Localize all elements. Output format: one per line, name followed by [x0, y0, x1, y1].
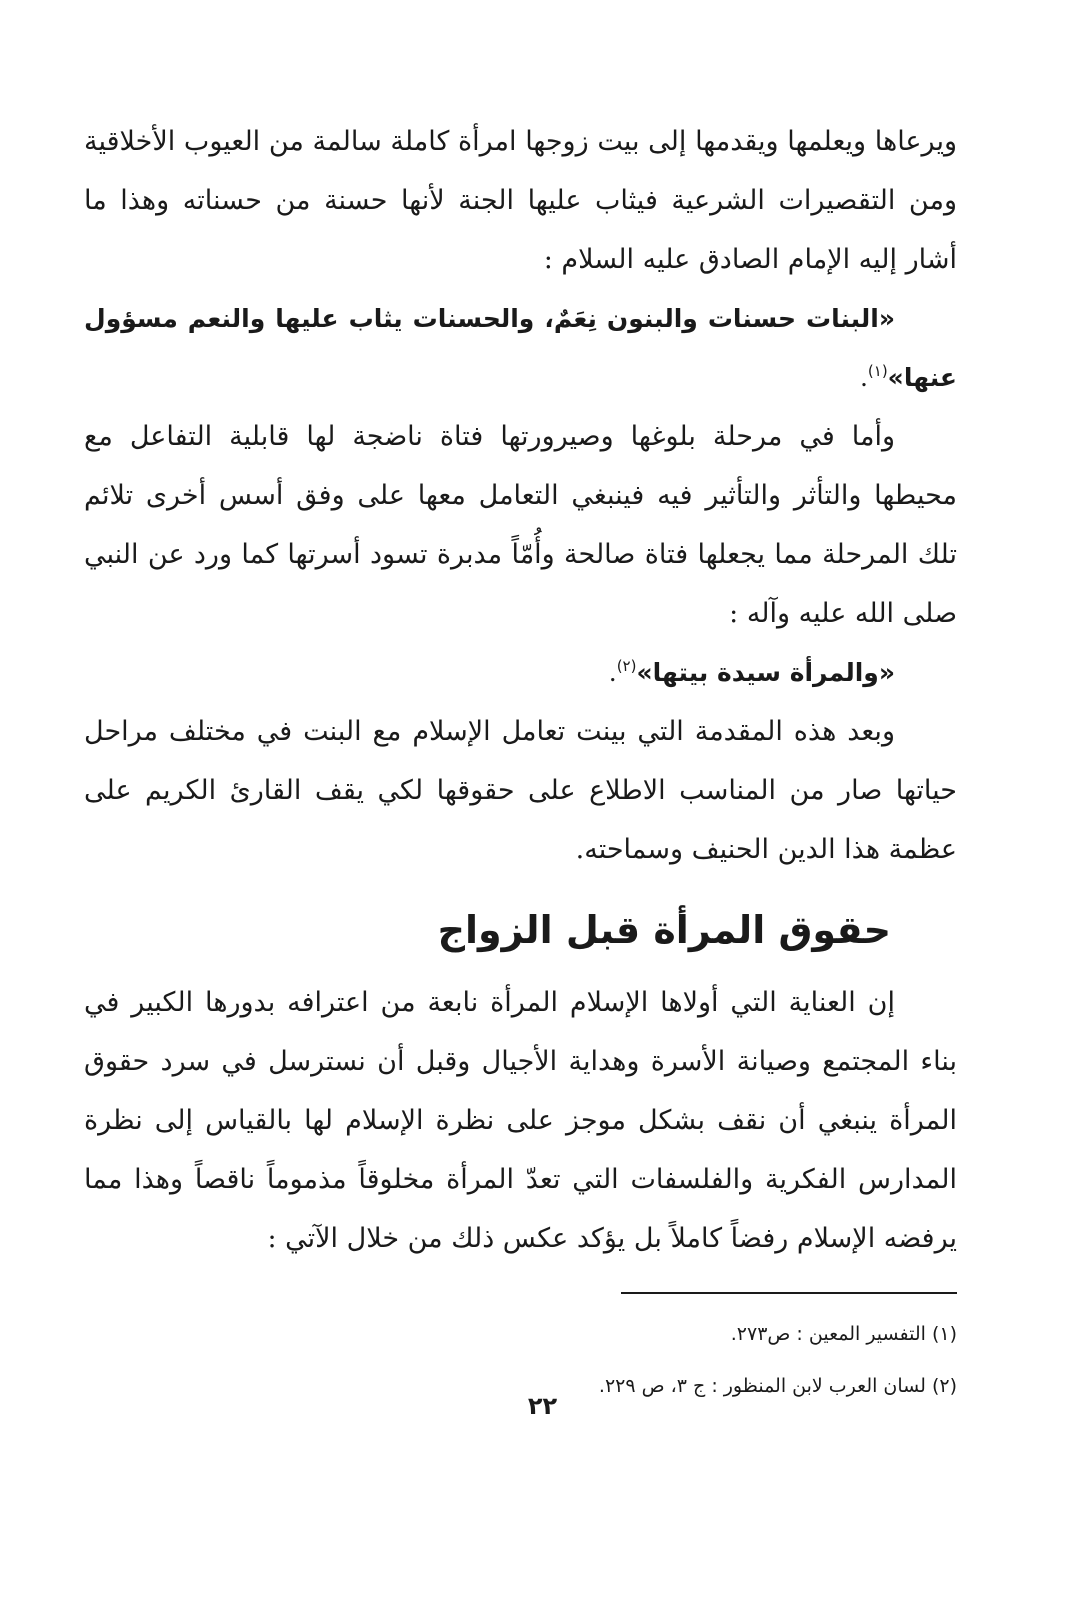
paragraph-4: إن العناية التي أولاها الإسلام المرأة نابعة من اعترافه بدورها الكبير في بناء المجتمع وصيانة الأسرة وهداية الأجيال وقبل أن نسترسل في سرد حقوق المرأة ينبغي أن نقف بشكل موجز على نظرة الإسلام لها بالقياس إلى نظرة المدارس الفكرية والفلسفات التي تعدّ المرأة مخلوقاً مذموماً ناقصاً وهذا مما يرفضه الإسلام رفضاً كاملاً بل يؤكد عكس ذلك من خلال الآتي :: [84, 987, 957, 1254]
footnote-ref-2: (٢): [616, 657, 637, 675]
footnote-ref-1: (١): [867, 362, 888, 380]
page-body: [84, 112, 957, 1604]
footnote-divider: [621, 1292, 957, 1294]
hadith-quote-1-text: «البنات حسنات والبنون نِعَمٌ، والحسنات يثاب عليها والنعم مسؤول عنها»: [84, 304, 957, 392]
hadith-quote-1-end: .: [859, 363, 868, 392]
paragraph-2: وأما في مرحلة بلوغها وصيرورتها فتاة ناضجة لها قابلية التفاعل مع محيطها والتأثر والتأثير فيه فينبغي التعامل معها على وفق أسس أخرى تلائم تلك المرحلة مما يجعلها فتاة صالحة وأُمّاً مدبرة تسود أسرتها كما ورد عن النبي صلى الله عليه وآله :: [84, 421, 957, 629]
paragraph-3: وبعد هذه المقدمة التي بينت تعامل الإسلام مع البنت في مختلف مراحل حياتها صار من المناسب الاطلاع على حقوقها لكي يقف القارئ الكريم على عظمة هذا الدين الحنيف وسماحته.: [84, 716, 957, 865]
footnote-2: (٢) لسان العرب لابن المنظور : ج ٣، ص ٢٢٩.: [598, 1375, 957, 1397]
footnote-1: (١) التفسير المعين : ص٢٧٣.: [730, 1323, 957, 1345]
section-heading: حقوق المرأة قبل الزواج: [437, 908, 891, 952]
page-number: ٢٢: [527, 1392, 558, 1420]
hadith-quote-1: [84, 289, 957, 407]
hadith-quote-2-end: .: [608, 658, 617, 687]
paragraph-1: ويرعاها ويعلمها ويقدمها إلى بيت زوجها امرأة كاملة سالمة من العيوب الأخلاقية ومن التقصيرات الشرعية فيثاب عليها الجنة لأنها حسنة من حسناته وهذا ما أشار إليه الإمام الصادق عليه السلام :: [84, 126, 957, 275]
hadith-quote-2: [84, 643, 957, 702]
hadith-quote-2-text: «والمرأة سيدة بيتها»: [636, 658, 895, 687]
